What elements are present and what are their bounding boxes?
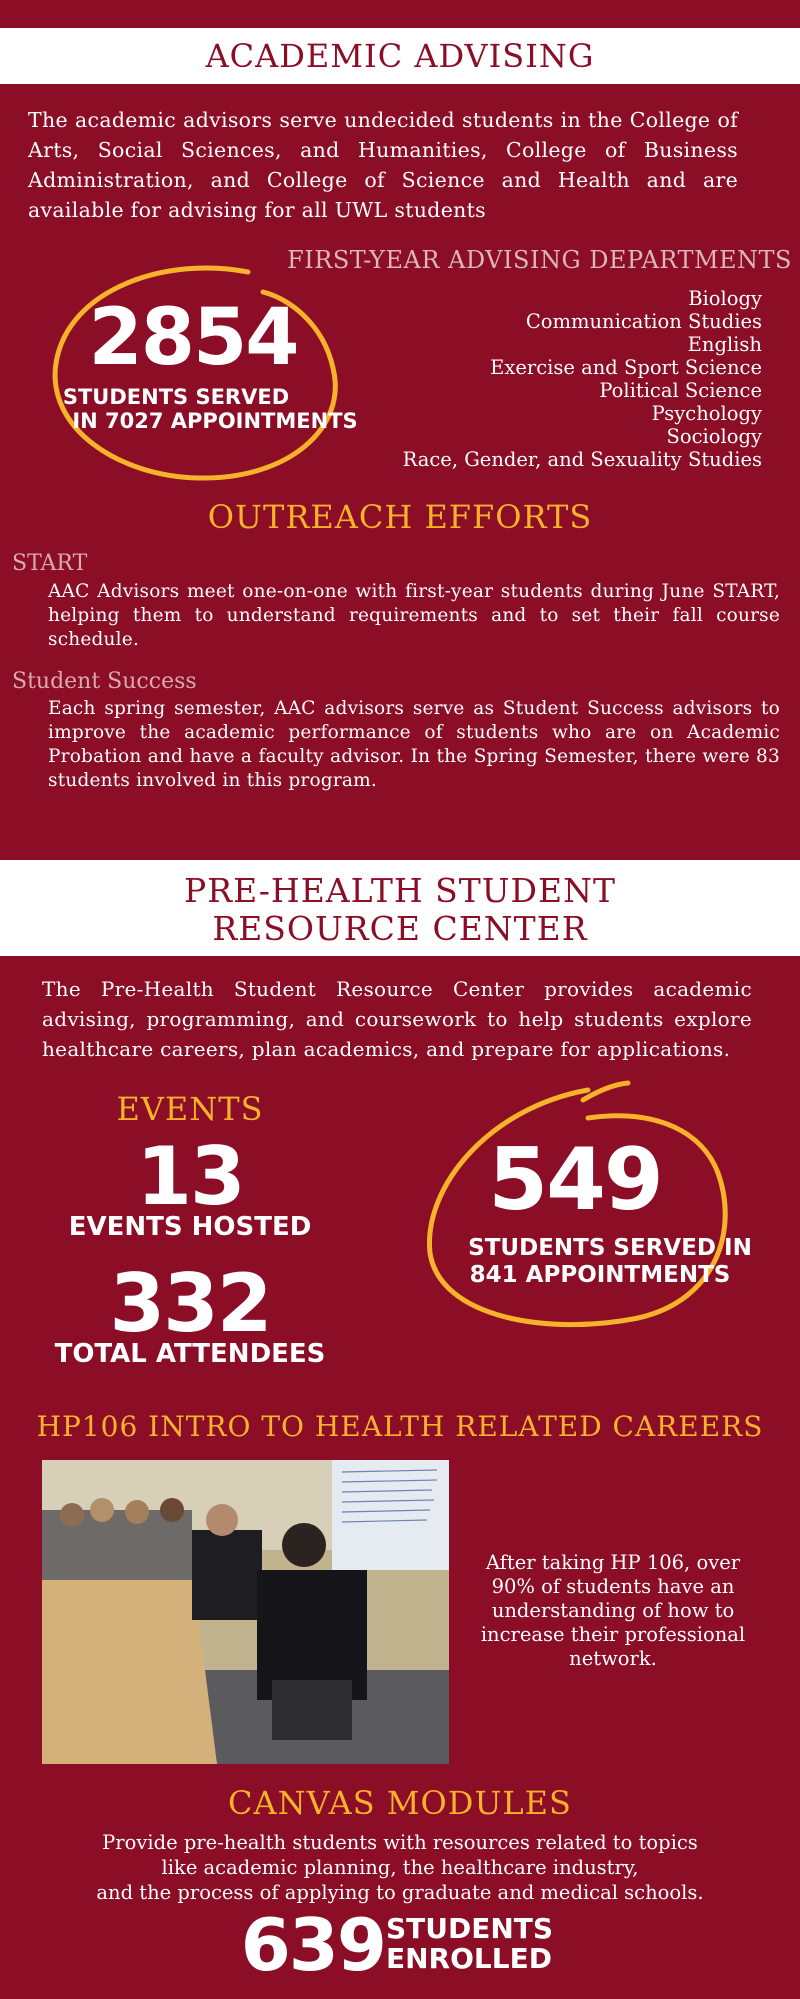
students-served-number: 2854 bbox=[88, 293, 298, 383]
canvas-line2: like academic planning, the healthcare industry, bbox=[161, 1856, 639, 1879]
department-item: Exercise and Sport Science bbox=[490, 356, 762, 379]
canvas-description bbox=[40, 1830, 760, 1905]
student-success-label: Student Success bbox=[12, 669, 197, 694]
departments-list bbox=[403, 287, 762, 471]
outreach-title: OUTREACH EFFORTS bbox=[207, 498, 593, 536]
prehealth-served-number: 549 bbox=[488, 1130, 662, 1230]
department-item: Political Science bbox=[599, 379, 762, 402]
prehealth-title bbox=[0, 860, 800, 948]
prehealth-served-label bbox=[455, 1235, 765, 1289]
events-title: EVENTS bbox=[116, 1090, 264, 1128]
department-item: English bbox=[687, 333, 762, 356]
academic-advising-title: ACADEMIC ADVISING bbox=[205, 37, 595, 75]
students-served-label bbox=[62, 385, 360, 433]
canvas-line3: and the process of applying to graduate and medical schools. bbox=[96, 1881, 704, 1904]
prehealth-title-line1: PRE-HEALTH STUDENT bbox=[184, 871, 616, 910]
hp106-title: HP106 INTRO TO HEALTH RELATED CAREERS bbox=[36, 1410, 764, 1443]
canvas-title: CANVAS MODULES bbox=[228, 1784, 572, 1822]
prehealth-served-line1: STUDENTS SERVED IN bbox=[468, 1235, 752, 1261]
students-enrolled-label bbox=[386, 1912, 554, 1975]
students-enrolled-line1: STUDENTS bbox=[386, 1912, 554, 1945]
prehealth-intro: The Pre-Health Student Resource Center provides academic advising, programming, and coursework to help students explore healthcare careers, plan academics, and prepare for applications. bbox=[42, 977, 752, 1061]
department-item: Biology bbox=[688, 287, 762, 310]
prehealth-title-line2: RESOURCE CENTER bbox=[212, 909, 588, 948]
prehealth-served-line2: 841 APPOINTMENTS bbox=[469, 1262, 731, 1288]
canvas-line1: Provide pre-health students with resources related to topics bbox=[102, 1831, 698, 1854]
academic-advising-header bbox=[0, 28, 800, 84]
department-item: Race, Gender, and Sexuality Studies bbox=[402, 448, 762, 471]
events-hosted-number: 13 bbox=[136, 1130, 244, 1223]
classroom-photo bbox=[42, 1460, 449, 1764]
students-served-line2: IN 7027 APPOINTMENTS bbox=[72, 409, 358, 433]
student-success-text: Each spring semester, AAC advisors serve as Student Success advisors to improve the academic performance of students who are on Academic Probation and have a faculty advisor. In the Spring Semester, there were 83 students involved in this program. bbox=[48, 698, 780, 791]
total-attendees-label: TOTAL ATTENDEES bbox=[54, 1339, 326, 1369]
department-item: Psychology bbox=[651, 402, 762, 425]
total-attendees-number: 332 bbox=[109, 1257, 271, 1350]
academic-intro: The academic advisors serve undecided students in the College of Arts, Social Sciences, and Humanities, College of Business Administration, and College of Science and Health and are available for advising for all UWL students bbox=[28, 108, 738, 222]
students-served-line1: STUDENTS SERVED bbox=[62, 385, 290, 409]
students-enrolled-number: 639 bbox=[240, 1903, 385, 1987]
prehealth-header bbox=[0, 860, 800, 956]
departments-title: FIRST-YEAR ADVISING DEPARTMENTS bbox=[287, 246, 792, 274]
students-enrolled-line2: ENROLLED bbox=[386, 1942, 552, 1975]
hp106-text: After taking HP 106, over 90% of students have an understanding of how to increase their professional network. bbox=[480, 1551, 746, 1670]
start-label: START bbox=[12, 551, 88, 576]
events-hosted-label: EVENTS HOSTED bbox=[68, 1212, 312, 1242]
department-item: Communication Studies bbox=[525, 310, 762, 333]
department-item: Sociology bbox=[666, 425, 762, 448]
start-text: AAC Advisors meet one-on-one with first-year students during June START, helping them to understand requirements and to set their fall course schedule. bbox=[48, 581, 780, 650]
